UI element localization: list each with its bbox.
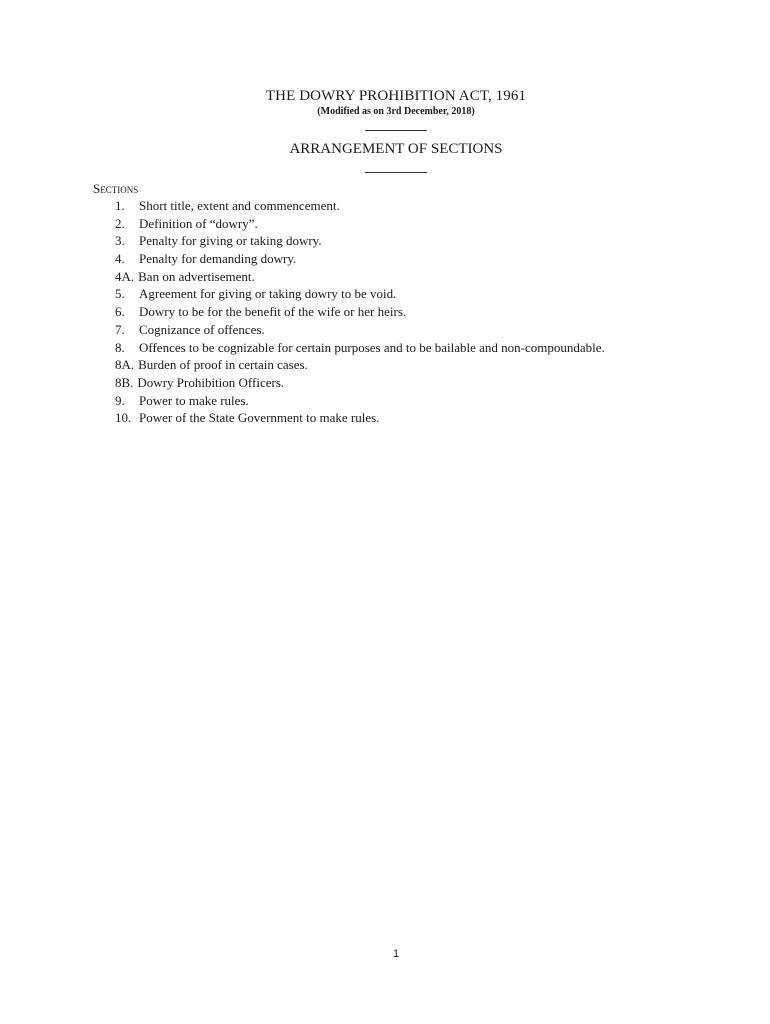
section-number: 4A. [115, 268, 135, 284]
section-number: 1. [115, 198, 125, 213]
section-title: Dowry to be for the benefit of the wife or her heirs. [139, 304, 407, 320]
section-item [115, 374, 605, 392]
section-item [115, 339, 605, 357]
arrangement-heading: ARRANGEMENT OF SECTIONS [289, 141, 503, 157]
section-title: Short title, extent and commencement. [139, 198, 340, 213]
section-number: 6. [115, 304, 125, 320]
page-number: 1 [392, 948, 400, 960]
section-title: Power of the State Government to make rules. [139, 410, 380, 426]
section-title: Cognizance of offences. [139, 321, 265, 337]
section-number: 8B. [115, 374, 134, 390]
section-item [115, 197, 605, 215]
section-title: Agreement for giving or taking dowry to be void. [139, 286, 397, 302]
heading-divider [365, 172, 427, 173]
section-title: Power to make rules. [139, 392, 249, 408]
section-item [115, 356, 605, 374]
section-number: 5. [115, 286, 125, 302]
section-number: 4. [115, 251, 125, 267]
section-item [115, 285, 605, 303]
section-number: 8. [115, 339, 125, 355]
section-title: Penalty for giving or taking dowry. [139, 233, 322, 249]
section-item [115, 392, 605, 410]
section-item [115, 232, 605, 250]
title-divider [365, 130, 427, 131]
section-item [115, 268, 605, 286]
section-title: Penalty for demanding dowry. [139, 251, 297, 267]
section-number: 10. [115, 410, 132, 426]
document-subtitle: (Modified as on 3rd December, 2018) [317, 106, 475, 117]
section-number: 8A. [115, 357, 135, 373]
section-item [115, 321, 605, 339]
document-title: THE DOWRY PROHIBITION ACT, 1961 [265, 88, 527, 104]
section-item [115, 250, 605, 268]
section-title: Ban on advertisement. [138, 268, 255, 284]
section-title: Dowry Prohibition Officers. [137, 374, 285, 390]
section-title: Offences to be cognizable for certain purposes and to be bailable and non-compoundable. [139, 339, 605, 355]
section-title: Definition of “dowry”. [139, 215, 258, 231]
section-item [115, 409, 605, 427]
sections-label: Sections [93, 181, 139, 196]
section-number: 2. [115, 215, 125, 231]
section-number: 7. [115, 321, 125, 337]
sections-list [115, 197, 605, 427]
section-item [115, 303, 605, 321]
section-number: 9. [115, 392, 125, 408]
section-item [115, 215, 605, 233]
section-title: Burden of proof in certain cases. [138, 357, 308, 373]
section-number: 3. [115, 233, 125, 249]
